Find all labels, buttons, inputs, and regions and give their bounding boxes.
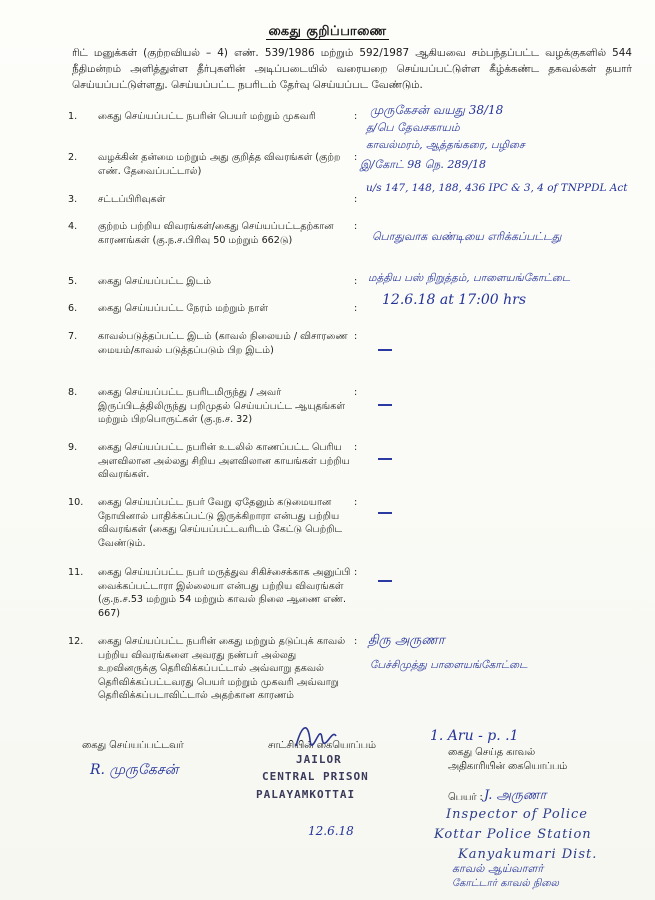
page-title: கைது குறிப்பாணை [268,24,387,39]
date-mark: 12.6.18 [308,824,354,838]
blank-dash [378,349,392,351]
police-stamp-line1: Inspector of Police [446,807,588,822]
jail-stamp-line2: CENTRAL PRISON [262,770,369,783]
jail-stamp-line1: JAILOR [296,753,342,766]
answer-place: மத்திய பஸ் நிறுத்தம், பாளையங்கோட்டை [368,272,571,284]
answer-relative-address: பேச்சிமுத்து பாளையங்கோட்டை [370,659,528,671]
officer-name: J. அருணா [484,788,547,803]
blank-dash [378,458,392,460]
witness-signature [292,718,338,752]
jail-stamp-line3: PALAYAMKOTTAI [256,788,356,801]
name-label: பெயர் : [448,792,483,803]
answer-relative-name: திரு அருணா [368,633,445,648]
answer-reason: பொதுவாக வண்டியை எரிக்கப்பட்டது [372,230,562,243]
intro-paragraph: ரிட் மனுக்கள் (குற்றவியல் – 4) எண். 539/1986 மற்றும் 592/1987 ஆகியவை சம்பந்தப்பட்ட வழக்குகளில் 544 நீதிமன்றம் அளித்துள்ள தீர்புகளின் அடிப்படையில் வரையறை செய்யப்பட்டுள்ள கீழ்க்கண்ட தகவல்கள் தயார் செய்யப்பட்டுள்ளது. செய்யப்பட்ட நபரிடம் தேர்வு செய்யப்பட வேண்டும். [72,47,632,91]
arrested-person-signature: R. முருகேசன் [90,762,179,778]
police-stamp-line3: Kanyakumari Dist. [458,847,598,862]
answer-case: இ/கோட் 98 நெ. 289/18 [360,158,487,171]
police-stamp-tamil2: கோட்டார் காவல் நிலை [452,878,559,889]
answer-father: த/பெ தேவசகாயம் [366,121,460,134]
police-stamp-tamil1: காவல் ஆய்வாளர் [452,862,544,875]
police-stamp-line2: Kottar Police Station [434,827,592,842]
answer-sections: u/s 147, 148, 188, 436 IPC & 3, 4 of TNPPDL Act [366,182,628,194]
document-page: கைது குறிப்பாணை ரிட் மனுக்கள் (குற்றவியல் – 4) எண். 539/1986 மற்றும் 592/1987 ஆகியவை சம்பந்தப்பட்ட வழக்குகளில் 544 நீதிமன்றம் அளித்துள்ள தீர்புகளின் அடிப்படையில் வரையறை செய்யப்பட்டுள்ள கீழ்க்கண்ட தகவல்கள் தயார் செய்யப்பட்டுள்ளது. செய்யப்பட்ட நபரிடம் தேர்வு செய்யப்பட வேண்டும். 1. கைது செய்யப்பட்ட நபரின் பெயர் மற்றும் முகவரி : 2. வழக்கின் தன்மை மற்றும் அது குறித்த விவரங்கள் (குற்ற எண். தேவைப்பட்டால்) : 3. சட்டப்பிரிவுகள் : 4. குற்றம் பற்றிய விவரங்கள்/கைது செய்யப்பட்டதற்கான காரணங்கள் (கு.ந.ச.பிரிவு 50 மற்றும் 662டு) : 5. கைது செய்யப்பட்ட இடம் : 6. கைது செய்யப்பட்ட நேரம் மற்றும் நாள் : 7. காவல்படுத்தப்பட்ட இடம் (காவல் நிலையம் / விசாரணை மையம்/காவல் படுத்தப்படும் பிற இடம்) : 8. கைது செய்யப்பட்ட நபரிடமிருந்து / அவர் இருப்பிடத்திலிருந்து பறிமுதல் செய்யப்பட்ட ஆயுதங்கள் மற்றும் பிறபொருட்கள் (கு.ந.ச. 32) : 9. கைது செய்யப்பட்ட நபரின் உடலில் காணப்பட்ட பெரிய அளவிலான அல்லது சிறிய அளவிலான காயங்கள் பற்றிய விவரங்கள். : 10. கைது செய்யப்பட்ட நபர் வேறு ஏதேனும் கடுமையான நோயினால் பாதிக்கப்பட்டு இருக்கிறாரா என்பது பற்றிய விவரங்கள் (கைது செய்யப்பட்டவரிடம் கேட்டு பெற்றிட வேண்டும். : 11. கைது செய்யப்பட்ட நபர் மருத்துவ சிகிச்சைக்காக அனுப்பி வைக்கப்பட்டாரா இல்லையா என்பது பற்றிய விவரங்கள் (கு.ந.ச.53 மற்றும் 54 மற்றும் காவல் நிலை ஆணை எண். 667) : 12. கைது செய்யப்பட்ட நபரின் கைது மற்றும் தடுப்புக் காவல் பற்றிய விவரங்களை அவரது நண்பர் அல்லது உறவினருக்கு தெரிவிக்கப்பட்டால் அவ்வாறு தகவல் தெரிவிக்கப்பட்டவரது பெயர் மற்றும் முகவரி அவ்வாறு தெரிவிக்கப்படாவிட்டால் அதற்கான காரணம் : முருகேசன் வயது 38/18 த/பெ தேவசகாயம் காவல்மரம், ஆத்தங்கரை, பழிசை இ/கோட் 98 நெ. 289/18 u/s 147, 148, 188, 436 IPC & 3, 4 of TNPPDL Act பொதுவாக வண்டியை எரிக்கப்பட்டது மத்திய பஸ் நிறுத்தம், பாளையங்கோட்டை 12.6.18 at 17:00 hrs திரு அருணா பேச்சிமுத்து பாளையங்கோட்டை கைது செய்யப்பட்டவர் R. முருகேசன் சாட்சியின் கையொப்பம் JAILOR CENTRAL PRISON PALAYAMKOTTAI 1. Aru - p. .1 கைது செய்த காவல் அதிகாரியின் கையொப்பம் பெயர் : J. அருணா 12.6.18 Inspector of Police Kottar Police Station Kanyakumari Dist. காவல் ஆய்வாளர் கோட்டார் காவல் நிலை [0,0,655,900]
blank-dash [378,580,392,582]
officer-label: கைது செய்த காவல் அதிகாரியின் கையொப்பம் [448,747,568,772]
officer-signature-mark: 1. Aru - p. .1 [430,728,519,744]
blank-dash [378,512,392,514]
answer-time: 12.6.18 at 17:00 hrs [382,292,526,308]
answer-name: முருகேசன் வயது 38/18 [370,103,504,117]
witness-label: சாட்சியின் கையொப்பம் [268,740,376,751]
arrested-person-label: கைது செய்யப்பட்டவர் [82,740,184,751]
blank-dash [378,404,392,406]
answer-address: காவல்மரம், ஆத்தங்கரை, பழிசை [366,139,525,151]
